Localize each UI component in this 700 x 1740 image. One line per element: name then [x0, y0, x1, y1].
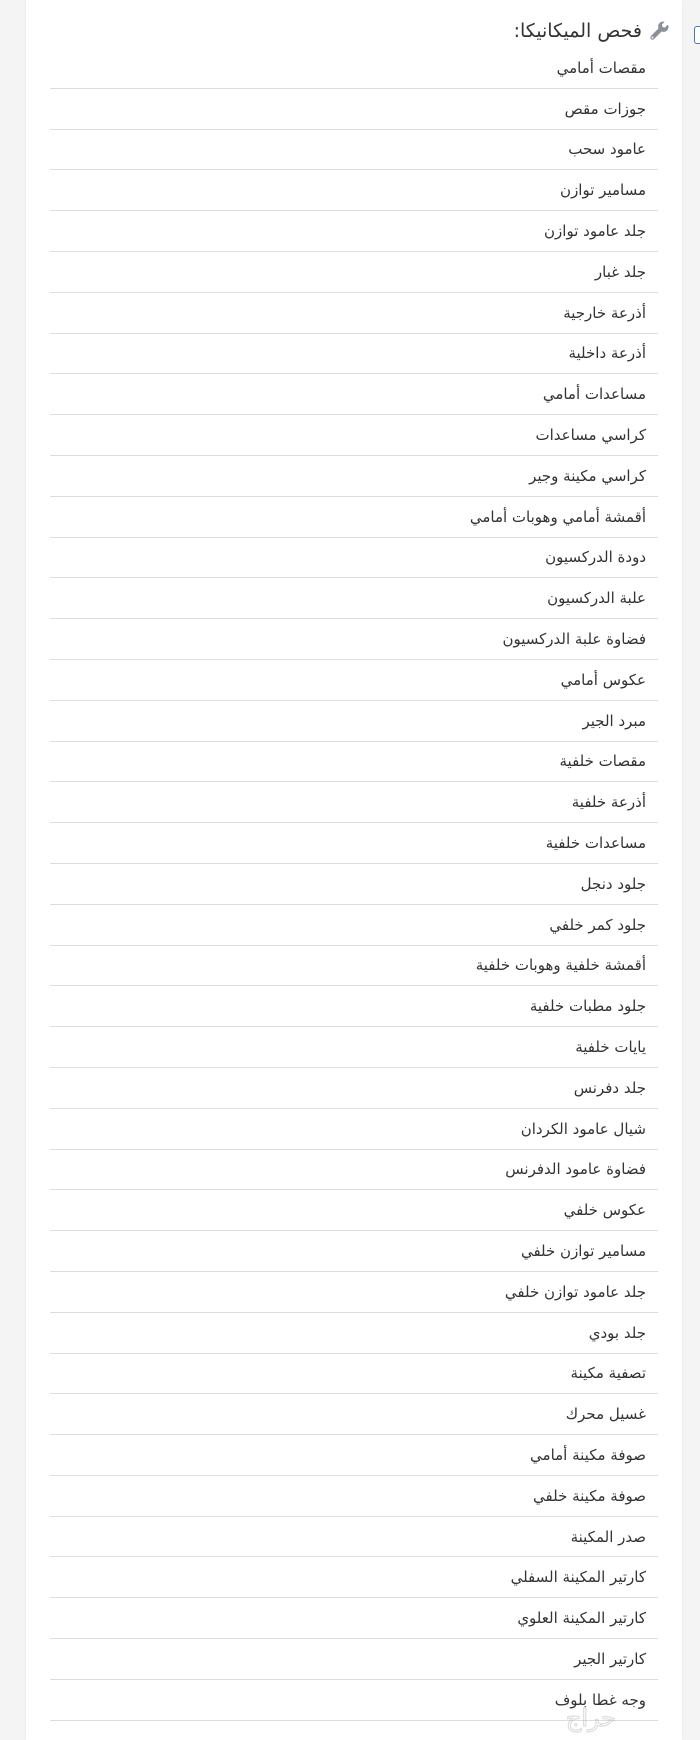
inspection-card [26, 0, 682, 1740]
list-item [50, 1639, 658, 1680]
list-item [50, 905, 658, 946]
list-item [50, 1476, 658, 1517]
list-item [50, 456, 658, 497]
list-item [50, 1557, 658, 1598]
list-item-label: جلود مطبات خلفية [529, 997, 646, 1016]
list-item [50, 701, 658, 742]
list-item [50, 1517, 658, 1558]
list-item [50, 1190, 658, 1231]
list-item-label: جلود كمر خلفي [549, 915, 646, 934]
list-item [50, 782, 658, 823]
list-item [50, 619, 658, 660]
list-item [50, 252, 658, 293]
section-heading [514, 18, 670, 44]
list-item-label: صوفة مكينة خلفي [533, 1486, 646, 1505]
list-item-label: صدر المكينة [570, 1527, 646, 1546]
list-item [50, 48, 658, 89]
list-item [50, 293, 658, 334]
list-item [50, 170, 658, 211]
list-item [50, 211, 658, 252]
side-tab-edge[interactable] [694, 26, 700, 44]
list-item [50, 1435, 658, 1476]
list-item-label: أقمشة خلفية وهوبات خلفية [475, 956, 646, 975]
list-item [50, 1598, 658, 1639]
list-item [50, 946, 658, 987]
list-item [50, 660, 658, 701]
list-item [50, 497, 658, 538]
list-item [50, 1354, 658, 1395]
list-item-label: كارتير الجير [574, 1649, 646, 1668]
list-item-label: جلد دفرنس [573, 1078, 646, 1097]
list-item-label: شيال عامود الكردان [520, 1119, 646, 1138]
list-item-label: تصفية مكينة [570, 1364, 646, 1383]
list-item-label: عكوس خلفي [563, 1201, 646, 1220]
list-item [50, 1109, 658, 1150]
site-logo-watermark [546, 1700, 636, 1734]
list-item-label: علبة الدركسيون [547, 589, 646, 608]
list-item-label: وجه غطا بلوف [554, 1690, 646, 1709]
list-item-label: جلود دنجل [580, 874, 646, 893]
list-item [50, 742, 658, 783]
list-item-label: مقصات خلفية [559, 752, 646, 771]
list-item [50, 986, 658, 1027]
list-item [50, 1272, 658, 1313]
list-item [50, 415, 658, 456]
list-item [50, 1027, 658, 1068]
list-item-label: جلد بودي [588, 1323, 646, 1342]
list-item-label: كراسي مساعدات [535, 426, 646, 445]
list-item [50, 823, 658, 864]
list-item-label: دودة الدركسيون [545, 548, 646, 567]
list-item [50, 1231, 658, 1272]
inspection-items-list [50, 48, 658, 1721]
list-item [50, 864, 658, 905]
list-item-label: فضاوة عامود الدفرنس [505, 1160, 646, 1179]
wrench-icon [648, 20, 670, 42]
list-item-label: جوزات مقص [564, 99, 646, 118]
list-item-label: أذرعة خلفية [571, 793, 646, 812]
list-item-label: فضاوة علبة الدركسيون [502, 630, 646, 649]
list-item-label: كراسي مكينة وجير [529, 466, 646, 485]
list-item [50, 334, 658, 375]
list-item-label: يايات خلفية [575, 1038, 646, 1057]
list-item [50, 374, 658, 415]
list-item [50, 1068, 658, 1109]
list-item [50, 538, 658, 579]
watermark-text: حراج [565, 1704, 617, 1732]
list-item-label: عكوس أمامي [560, 670, 646, 689]
list-item [50, 89, 658, 130]
list-item-label: مقصات أمامي [556, 58, 646, 77]
list-item [50, 1313, 658, 1354]
list-item-label: كارتير المكينة العلوي [517, 1609, 646, 1628]
list-item-label: جلد غبار [594, 262, 646, 281]
list-item [50, 130, 658, 171]
list-item-label: جلد عامود توازن [544, 222, 646, 241]
list-item-label: مسامير توازن [560, 181, 646, 200]
list-item [50, 1150, 658, 1191]
list-item-label: أذرعة خارجية [563, 303, 646, 322]
list-item-label: صوفة مكينة أمامي [530, 1445, 646, 1464]
list-item-label: جلد عامود توازن خلفي [504, 1282, 646, 1301]
list-item-label: غسيل محرك [565, 1405, 646, 1424]
list-item-label: عامود سحب [568, 140, 646, 159]
list-item-label: مسامير توازن خلفي [520, 1242, 646, 1260]
list-item [50, 1394, 658, 1435]
list-item-label: مساعدات خلفية [545, 834, 646, 853]
section-title: فحص الميكانيكا: [513, 20, 642, 42]
list-item-label: أذرعة داخلية [568, 344, 646, 363]
list-item [50, 578, 658, 619]
list-item-label: كارتير المكينة السفلي [510, 1568, 646, 1587]
list-item-label: مبرد الجير [582, 711, 646, 730]
list-item-label: أقمشة أمامي وهوبات أمامي [469, 507, 646, 526]
list-item-label: مساعدات أمامي [542, 385, 646, 404]
